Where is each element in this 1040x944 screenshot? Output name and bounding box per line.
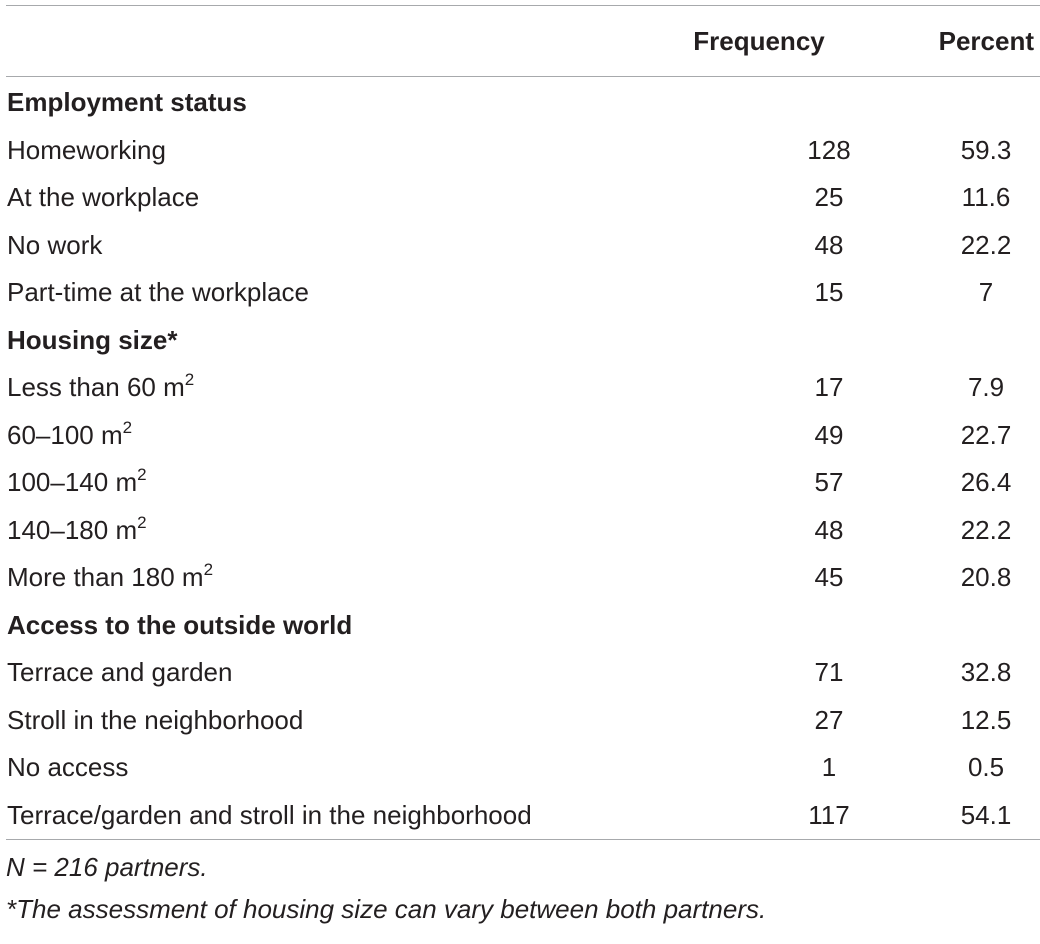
percent-cell: 12.5: [960, 704, 1012, 735]
row-label: Terrace/garden and stroll in the neighborhood: [7, 799, 532, 830]
section-header-row: [6, 77, 1040, 127]
table-row: [6, 364, 1040, 412]
percent-cell: 11.6: [961, 182, 1011, 212]
data-table: [6, 6, 1040, 76]
table-row: [6, 649, 1040, 697]
frequency-cell: 57: [814, 467, 844, 497]
row-label-cell: [6, 744, 626, 792]
unit-superscript: 2: [137, 465, 147, 484]
frequency-cell: 1: [821, 752, 837, 782]
data-table-body: [6, 77, 1040, 839]
header-frequency: Frequency: [693, 26, 825, 56]
row-label: At the workplace: [7, 182, 200, 212]
frequency-cell: 71: [814, 657, 844, 687]
section-title: Access to the outside world: [7, 609, 353, 640]
row-label-cell: [6, 127, 626, 175]
row-label-cell: [6, 507, 626, 555]
frequency-cell: 25: [814, 182, 844, 212]
percent-cell: 59.3: [960, 134, 1012, 165]
percent-cell: 7: [978, 277, 994, 307]
percent-cell: 22.7: [960, 419, 1012, 450]
table-row: [6, 412, 1040, 460]
row-label: Part-time at the workplace: [7, 277, 310, 307]
unit-superscript: 2: [122, 417, 133, 437]
percent-cell: 22.2: [960, 229, 1012, 260]
row-label-cell: [6, 649, 626, 697]
percent-cell: 22.2: [960, 514, 1012, 545]
row-label: More than 180 m: [7, 562, 204, 592]
section-title: Housing size*: [7, 324, 178, 355]
note-sample-size: N = 216 partners.: [6, 852, 208, 882]
table-row: [6, 459, 1040, 507]
unit-superscript: 2: [203, 560, 214, 579]
frequency-cell: 48: [814, 514, 844, 545]
row-label: Terrace and garden: [7, 657, 233, 687]
frequency-cell: 15: [814, 277, 844, 307]
row-label-cell: [6, 174, 626, 222]
row-label: No access: [7, 752, 129, 782]
percent-cell: 54.1: [960, 799, 1012, 830]
percent-cell: 20.8: [960, 562, 1012, 592]
row-label: No work: [7, 229, 103, 260]
frequency-cell: 49: [814, 419, 844, 450]
header-label: [6, 6, 626, 76]
header-row: [6, 6, 1040, 76]
frequency-cell: 128: [807, 134, 851, 165]
row-label-cell: [6, 697, 626, 745]
table-row: [6, 507, 1040, 555]
row-label-cell: [6, 792, 626, 840]
percent-cell: 32.8: [960, 657, 1012, 687]
row-label-cell: [6, 459, 626, 507]
row-label-cell: [6, 364, 626, 412]
percent-cell: 26.4: [960, 467, 1012, 497]
header-percent: Percent: [938, 26, 1034, 56]
row-label-cell: [6, 269, 626, 317]
row-label: 100–140 m: [7, 467, 138, 497]
frequency-cell: 45: [814, 562, 844, 592]
frequency-cell: 48: [814, 229, 844, 260]
table-row: [6, 792, 1040, 840]
table-row: [6, 697, 1040, 745]
frequency-cell: 27: [814, 704, 844, 735]
table-notes: [6, 840, 1040, 930]
row-label: 140–180 m: [7, 514, 138, 545]
row-label-cell: [6, 554, 626, 602]
section-header-row: [6, 317, 1040, 365]
frequency-cell: 17: [814, 372, 844, 402]
table-row: [6, 744, 1040, 792]
frequency-cell: 117: [808, 799, 850, 830]
row-label-cell: [6, 412, 626, 460]
row-label: 60–100 m: [7, 419, 123, 450]
table-row: [6, 222, 1040, 270]
row-label-cell: [6, 222, 626, 270]
row-label: Homeworking: [7, 134, 166, 165]
table-row: [6, 554, 1040, 602]
table-row: [6, 127, 1040, 175]
section-title: Employment status: [7, 87, 247, 117]
percent-cell: 0.5: [967, 752, 1005, 782]
table-row: [6, 174, 1040, 222]
unit-superscript: 2: [137, 512, 147, 532]
percent-cell: 7.9: [967, 372, 1005, 402]
table-header: [6, 6, 1040, 76]
table-body: [6, 77, 1040, 839]
row-label: Less than 60 m: [7, 372, 185, 402]
section-header-row: [6, 602, 1040, 650]
unit-superscript: 2: [184, 370, 195, 389]
data-table-container: [6, 0, 1040, 930]
table-row: [6, 269, 1040, 317]
note-housing: *The assessment of housing size can vary between both partners.: [6, 894, 767, 924]
row-label: Stroll in the neighborhood: [7, 704, 304, 735]
